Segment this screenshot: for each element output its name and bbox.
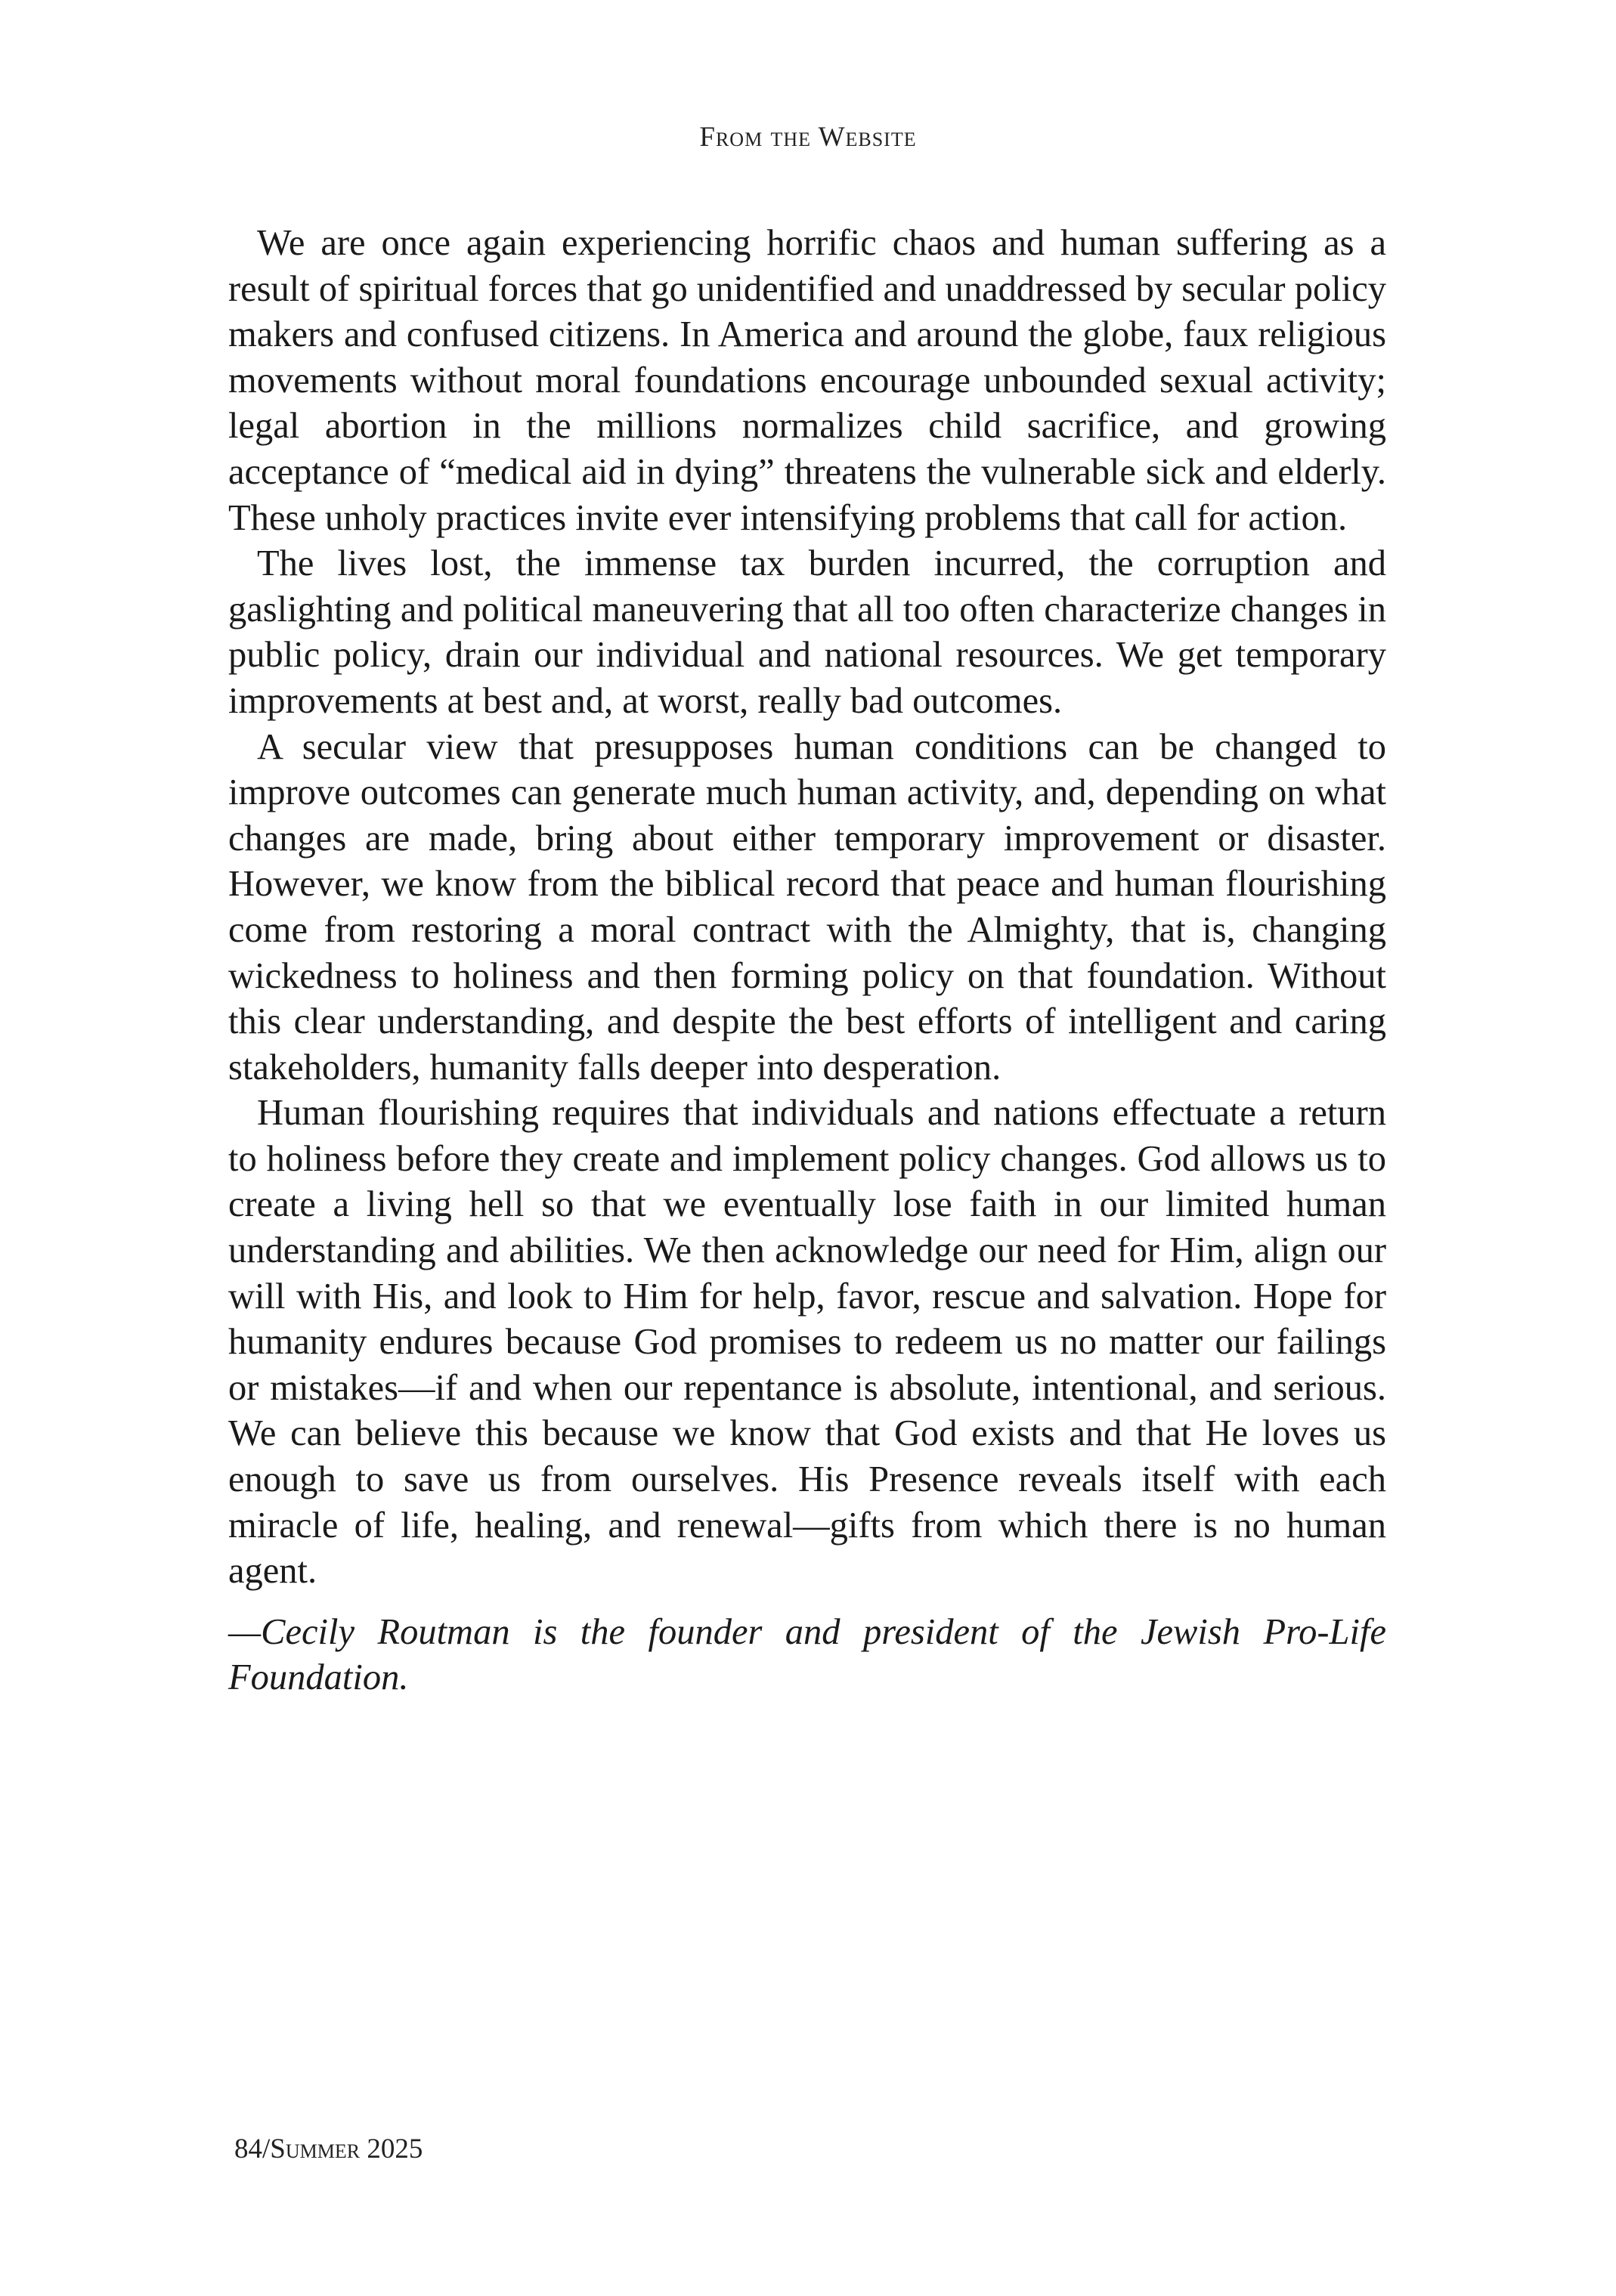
author-byline: —Cecily Routman is the founder and president of the Jewish Pro-Life Foundation. (228, 1611, 1386, 1698)
running-head: From the Website (699, 122, 917, 153)
article-body (228, 221, 1386, 1701)
page-folio: 84/Summer 2025 (234, 2134, 423, 2164)
paragraph: A secular view that presupposes human conditions can be changed to improve outcomes can generate much human activity, and, depending on what changes are made, bring about either temporary improvement or disaster. However, we know from the biblical record that peace and human flourishing come from restoring a moral contract with the Almighty, that is, changing wickedness to holiness and then forming policy on that foundation. Without this clear understanding, and despite the best efforts of intelligent and caring stakeholders, humanity falls deeper into desperation. (228, 726, 1386, 1088)
paragraph: The lives lost, the immense tax burden incurred, the corruption and gaslighting and political maneuvering that all too often characterize changes in public policy, drain our individual and national resources. We get temporary improvements at best and, at worst, really bad outcomes. (228, 543, 1386, 721)
paragraph: Human flourishing requires that individuals and nations effectuate a return to holiness before they create and implement policy changes. God allows us to create a living hell so that we eventually lose faith in our limited human understanding and abilities. We then acknowledge our need for Him, align our will with His, and look to Him for help, favor, rescue and salvation. Hope for humanity endures because God promises to redeem us no matter our failings or mistakes—if and when our repentance is absolute, intentional, and serious. We can believe this because we know that God exists and that He loves us enough to save us from ourselves. His Presence reveals itself with each miracle of life, healing, and renewal—gifts from which there is no human agent. (228, 1093, 1386, 1592)
paragraph: We are once again experiencing horrific chaos and human suffering as a result of spiritual forces that go unidentified and unaddressed by secular policy makers and confused citizens. In America and around the globe, faux religious movements without moral foundations encourage unbounded sexual activity; legal abortion in the millions normalizes child sacrifice, and growing acceptance of “medical aid in dying” threatens the vulnerable sick and elderly. These unholy practices invite ever intensifying problems that call for action. (228, 223, 1386, 538)
